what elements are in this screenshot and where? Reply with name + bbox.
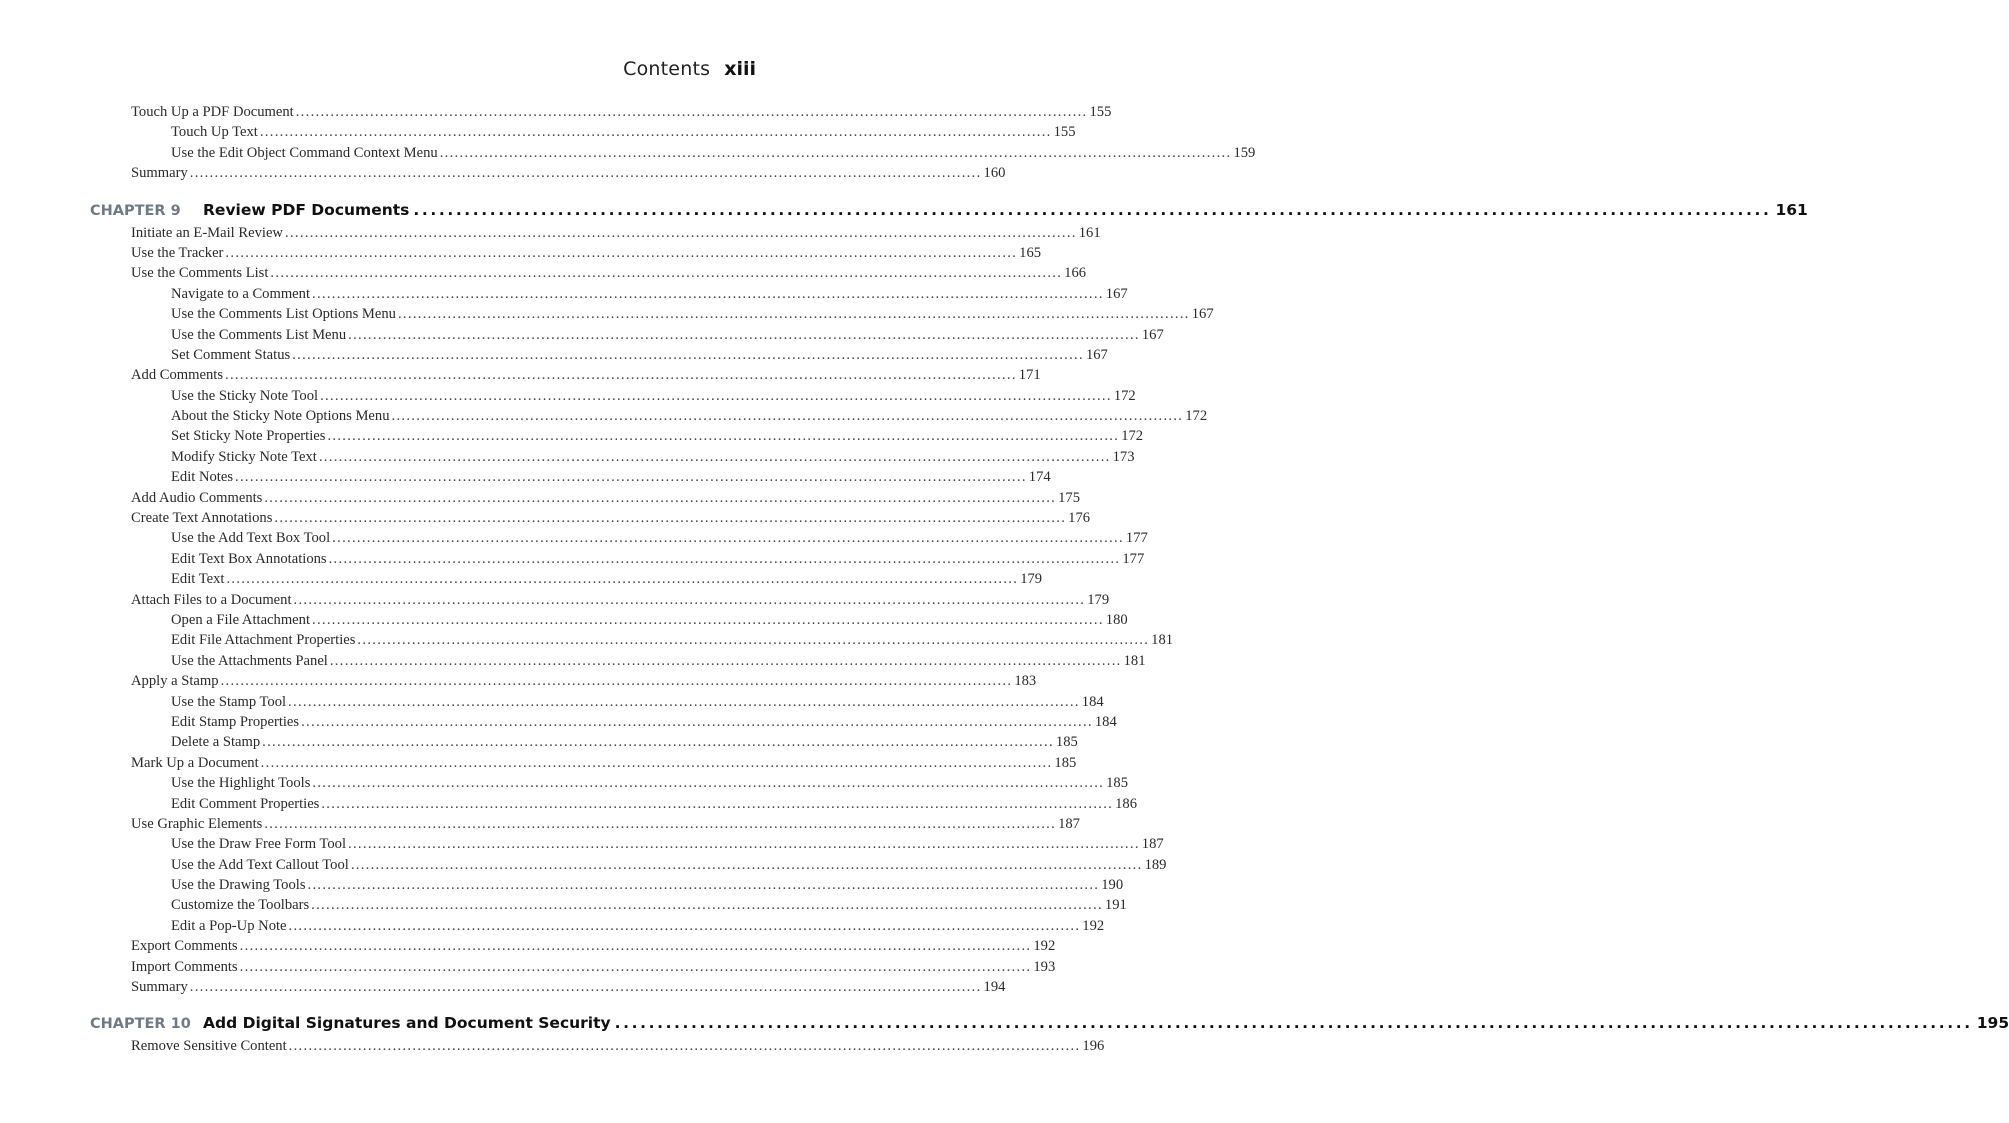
- toc-entry[interactable]: [171, 569, 1043, 589]
- toc-entry[interactable]: [171, 345, 1108, 365]
- dot-leader: ................................................................................................................................................................: [348, 326, 1140, 343]
- toc-entry[interactable]: [171, 426, 1144, 446]
- toc-entry-title: About the Sticky Note Options Menu: [171, 408, 390, 425]
- toc-entry[interactable]: [171, 406, 1208, 426]
- chapter-heading-9[interactable]: [90, 198, 1808, 222]
- toc-entry[interactable]: [171, 855, 1167, 875]
- toc-entry[interactable]: [171, 773, 1129, 793]
- toc-entry[interactable]: [171, 325, 1164, 345]
- toc-entry-title: Modify Sticky Note Text: [171, 448, 317, 465]
- dot-leader: ................................................................................................................................................................: [270, 265, 1063, 282]
- chapter-number: CHAPTER 10: [90, 1016, 191, 1033]
- toc-entry-page: 192: [1033, 938, 1056, 955]
- toc-entry-title: Edit a Pop-Up Note: [171, 917, 287, 934]
- toc-entry[interactable]: [131, 590, 1110, 610]
- toc-entry-title: Use the Add Text Callout Tool: [171, 856, 349, 873]
- toc-entry-title: Delete a Stamp: [171, 734, 261, 751]
- toc-entry[interactable]: [131, 102, 1112, 122]
- toc-entry-title: Edit Text: [171, 571, 225, 588]
- dot-leader: ................................................................................................................................................................: [397, 306, 1190, 323]
- header-label: Contents: [623, 58, 711, 80]
- toc-entry-title: Open a File Attachment: [171, 611, 311, 628]
- toc-entry-page: 186: [1115, 795, 1137, 812]
- toc-entry-title: Set Comment Status: [171, 346, 291, 363]
- toc-entry-page: 184: [1094, 713, 1117, 730]
- toc-entry-page: 180: [1105, 611, 1128, 628]
- toc-entry[interactable]: [131, 263, 1087, 283]
- toc-entry[interactable]: [131, 957, 1056, 977]
- dot-leader: ................................................................................................................................................................: [288, 693, 1080, 710]
- toc-entry-page: 159: [1233, 144, 1256, 161]
- dot-leader: ................................................................................................................................................................: [288, 1038, 1081, 1055]
- toc-entry-page: 179: [1020, 571, 1043, 588]
- toc-entry[interactable]: [171, 732, 1078, 752]
- dot-leader: ................................................................................................................................................................: [439, 144, 1232, 161]
- toc-entry-page: 189: [1144, 856, 1167, 873]
- toc-entry-page: 176: [1068, 510, 1091, 527]
- toc-entry[interactable]: [131, 163, 1006, 183]
- toc-entry-title: Use the Edit Object Command Context Menu: [171, 144, 438, 161]
- toc-entry-title: Use the Comments List Menu: [171, 326, 347, 343]
- toc-entry-title: Customize the Toolbars: [171, 897, 310, 914]
- toc-entry[interactable]: [131, 223, 1101, 243]
- dot-leader: ................................................................................................................................................................: [189, 979, 982, 996]
- toc-entry[interactable]: [171, 794, 1137, 814]
- toc-entry[interactable]: [171, 692, 1104, 712]
- toc-entry-page: 155: [1089, 104, 1112, 120]
- toc-entry-page: 167: [1141, 326, 1164, 343]
- toc-entry-title: Edit Text Box Annotations: [171, 550, 327, 567]
- toc-entry-title: Attach Files to a Document: [131, 591, 292, 608]
- chapter-page: 161: [1775, 200, 1808, 219]
- toc-entry[interactable]: [171, 143, 1256, 163]
- dot-leader: ................................................................................................................................................................: [189, 165, 982, 182]
- chapter-title: Add Digital Signatures and Document Security: [203, 1014, 611, 1033]
- dot-leader: ................................................................................................................................................................: [357, 632, 1150, 649]
- chapter-9-entries: [0, 223, 1214, 998]
- toc-entry[interactable]: [171, 610, 1128, 630]
- toc-entry[interactable]: [131, 243, 1042, 263]
- toc-entry-page: 185: [1054, 754, 1077, 771]
- toc-entry-title: Import Comments: [131, 958, 238, 975]
- dot-leader: ................................................................................................................................................................: [264, 489, 1057, 506]
- toc-entry-title: Add Audio Comments: [131, 489, 263, 506]
- table-of-contents: [0, 102, 2009, 1057]
- dot-leader: ................................................................................................................................................................: [264, 815, 1057, 832]
- toc-entry-title: Touch Up a PDF Document: [131, 104, 294, 120]
- toc-entry-page: 187: [1141, 836, 1164, 853]
- dot-leader: ................................................................................................................................................................: [293, 591, 1086, 608]
- toc-entry[interactable]: [171, 651, 1146, 671]
- toc-entry-page: 179: [1087, 591, 1110, 608]
- toc-entry[interactable]: [131, 488, 1080, 508]
- dot-leader: ................................................................................................................................................................: [329, 652, 1122, 669]
- toc-entry-title: Use Graphic Elements: [131, 815, 263, 832]
- toc-entry-page: 167: [1191, 306, 1214, 323]
- toc-entry-title: Summary: [131, 165, 188, 182]
- toc-entry-page: 172: [1185, 408, 1208, 425]
- dot-leader: ................................................................................................................................................................: [288, 917, 1081, 934]
- dot-leader: ................................................................................................................................................................: [312, 611, 1104, 628]
- toc-entry-title: Use the Sticky Note Tool: [171, 387, 319, 404]
- dot-leader: ................................................................................................................................................................: [614, 1014, 1973, 1033]
- header-page-number: xiii: [724, 58, 756, 80]
- dot-leader: ................................................................................................................................................................: [225, 244, 1018, 261]
- dot-leader: ................................................................................................................................................................: [295, 104, 1088, 120]
- toc-entry-page: 165: [1019, 244, 1042, 261]
- dot-leader: ................................................................................................................................................................: [311, 897, 1103, 914]
- dot-leader: ................................................................................................................................................................: [226, 571, 1019, 588]
- toc-entry-page: 181: [1151, 632, 1174, 649]
- dot-leader: ................................................................................................................................................................: [413, 200, 1772, 219]
- dot-leader: ................................................................................................................................................................: [318, 448, 1111, 465]
- chapter-number: CHAPTER 9: [90, 202, 181, 219]
- toc-entry-page: 175: [1058, 489, 1080, 506]
- dot-leader: ................................................................................................................................................................: [220, 673, 1013, 690]
- chapter-heading-10[interactable]: [90, 1011, 2009, 1035]
- toc-entry-page: 185: [1106, 775, 1129, 792]
- toc-entry-title: Use the Stamp Tool: [171, 693, 287, 710]
- toc-entry-page: 185: [1055, 734, 1078, 751]
- chapter-10-entries: [0, 1036, 1105, 1056]
- dot-leader: ................................................................................................................................................................: [235, 469, 1027, 486]
- toc-entry-page: 166: [1064, 265, 1087, 282]
- toc-entry-title: Set Sticky Note Properties: [171, 428, 326, 445]
- toc-entry-page: 173: [1112, 448, 1135, 465]
- toc-entry-page: 171: [1018, 367, 1041, 384]
- toc-entry-title: Edit File Attachment Properties: [171, 632, 356, 649]
- dot-leader: ................................................................................................................................................................: [284, 224, 1077, 241]
- toc-entry-title: Edit Comment Properties: [171, 795, 320, 812]
- toc-entry[interactable]: [171, 712, 1117, 732]
- toc-entry-title: Export Comments: [131, 938, 238, 955]
- dot-leader: ................................................................................................................................................................: [225, 367, 1017, 384]
- dot-leader: ................................................................................................................................................................: [332, 530, 1124, 547]
- toc-entry-title: Edit Stamp Properties: [171, 713, 300, 730]
- toc-entry-page: 194: [983, 979, 1006, 996]
- dot-leader: ................................................................................................................................................................: [312, 285, 1104, 302]
- toc-entry-page: 177: [1122, 550, 1145, 567]
- toc-entry-page: 172: [1113, 387, 1136, 404]
- toc-entry[interactable]: [171, 304, 1214, 324]
- toc-entry[interactable]: [131, 977, 1006, 997]
- toc-entry-page: 193: [1033, 958, 1056, 975]
- toc-entry[interactable]: [171, 875, 1124, 895]
- toc-entry-title: Initiate an E-Mail Review: [131, 224, 283, 241]
- toc-entry-page: 181: [1123, 652, 1146, 669]
- toc-entry-page: 191: [1104, 897, 1127, 914]
- dot-leader: ................................................................................................................................................................: [301, 713, 1093, 730]
- toc-entry-page: 187: [1058, 815, 1080, 832]
- toc-entry-title: Edit Notes: [171, 469, 234, 486]
- toc-entry-title: Add Comments: [131, 367, 224, 384]
- toc-entry[interactable]: [171, 447, 1135, 467]
- toc-entry[interactable]: [131, 671, 1037, 691]
- toc-entry-title: Remove Sensitive Content: [131, 1038, 287, 1055]
- toc-entry[interactable]: [131, 753, 1077, 773]
- dot-leader: ................................................................................................................................................................: [328, 550, 1121, 567]
- toc-entry-title: Use the Drawing Tools: [171, 877, 306, 894]
- dot-leader: ................................................................................................................................................................: [348, 836, 1140, 853]
- toc-entry-page: 167: [1105, 285, 1128, 302]
- dot-leader: ................................................................................................................................................................: [391, 408, 1184, 425]
- toc-entry-title: Apply a Stamp: [131, 673, 219, 690]
- toc-entry-title: Create Text Annotations: [131, 510, 273, 527]
- toc-entry-page: 183: [1014, 673, 1037, 690]
- toc-entry-title: Use the Tracker: [131, 244, 224, 261]
- dot-leader: ................................................................................................................................................................: [307, 877, 1100, 894]
- toc-entry[interactable]: [171, 284, 1128, 304]
- dot-leader: ................................................................................................................................................................: [312, 775, 1105, 792]
- toc-entry-title: Use the Comments List Options Menu: [171, 306, 396, 323]
- dot-leader: ................................................................................................................................................................: [239, 938, 1032, 955]
- toc-entry-page: 167: [1085, 346, 1108, 363]
- toc-entry[interactable]: [171, 467, 1051, 487]
- dot-leader: ................................................................................................................................................................: [320, 387, 1112, 404]
- toc-entry[interactable]: [171, 834, 1164, 854]
- toc-entry-page: 172: [1121, 428, 1144, 445]
- toc-entry[interactable]: [131, 508, 1091, 528]
- chapter-title: Review PDF Documents: [203, 200, 410, 219]
- toc-entry[interactable]: [171, 916, 1105, 936]
- toc-entry[interactable]: [171, 386, 1136, 406]
- toc-entry-title: Use the Attachments Panel: [171, 652, 328, 669]
- toc-entry[interactable]: [171, 122, 1076, 142]
- dot-leader: ................................................................................................................................................................: [350, 856, 1143, 873]
- toc-entry[interactable]: [131, 936, 1056, 956]
- toc-entry-page: 177: [1125, 530, 1148, 547]
- toc-entry-title: Use the Comments List: [131, 265, 269, 282]
- toc-entry-page: 155: [1053, 124, 1076, 141]
- toc-entry-page: 161: [1078, 224, 1101, 241]
- toc-entry[interactable]: [131, 365, 1041, 385]
- toc-entry-title: Use the Draw Free Form Tool: [171, 836, 347, 853]
- toc-entry-page: 160: [983, 165, 1006, 182]
- toc-entry-title: Use the Add Text Box Tool: [171, 530, 331, 547]
- toc-entry-title: Mark Up a Document: [131, 754, 259, 771]
- dot-leader: ................................................................................................................................................................: [259, 124, 1052, 141]
- toc-entry-title: Use the Highlight Tools: [171, 775, 311, 792]
- dot-leader: ................................................................................................................................................................: [274, 510, 1067, 527]
- toc-entry-page: 190: [1101, 877, 1124, 894]
- toc-entry-title: Navigate to a Comment: [171, 285, 311, 302]
- toc-entry-title: Touch Up Text: [171, 124, 258, 141]
- toc-entry[interactable]: [171, 895, 1127, 915]
- running-header: [623, 58, 756, 80]
- toc-entry[interactable]: [131, 1036, 1105, 1056]
- toc-entry-title: Summary: [131, 979, 188, 996]
- dot-leader: ................................................................................................................................................................: [292, 346, 1084, 363]
- toc-entry-page: 184: [1081, 693, 1104, 710]
- dot-leader: ................................................................................................................................................................: [262, 734, 1054, 751]
- toc-entry[interactable]: [171, 630, 1174, 650]
- toc-entry-page: 174: [1028, 469, 1051, 486]
- toc-entry[interactable]: [171, 549, 1145, 569]
- dot-leader: ................................................................................................................................................................: [260, 754, 1053, 771]
- toc-entry[interactable]: [131, 814, 1080, 834]
- chapter-page: 195: [1976, 1014, 2009, 1033]
- dot-leader: ................................................................................................................................................................: [239, 958, 1032, 975]
- toc-entry-page: 192: [1082, 917, 1105, 934]
- toc-entry[interactable]: [171, 528, 1148, 548]
- toc-entry-page: 196: [1082, 1038, 1105, 1055]
- dot-leader: ................................................................................................................................................................: [327, 428, 1120, 445]
- dot-leader: ................................................................................................................................................................: [321, 795, 1114, 812]
